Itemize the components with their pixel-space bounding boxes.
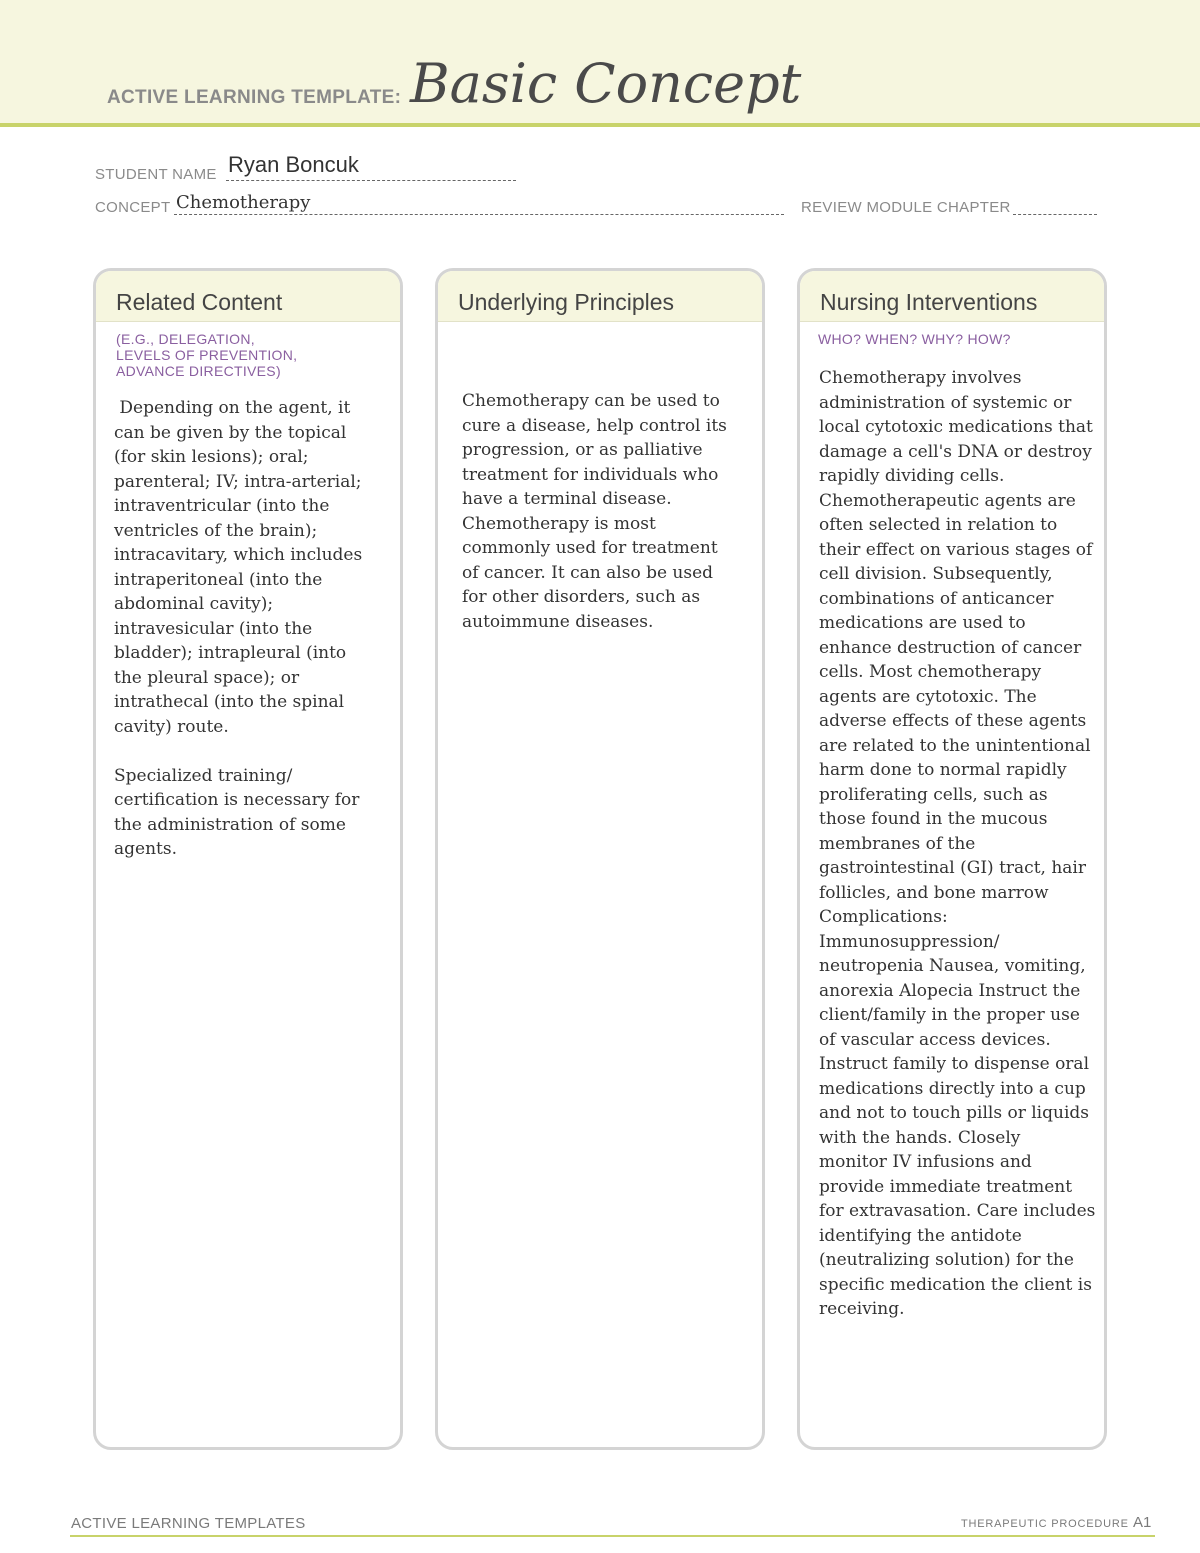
- page-title: Basic Concept: [410, 52, 802, 115]
- related-content-subtitle: (E.G., DELEGATION, LEVELS OF PREVENTION, ADVANCE DIRECTIVES): [116, 331, 298, 379]
- related-content-body[interactable]: Depending on the agent, it can be given by the topical (for skin lesions); oral; parenteral; IV; intra-arterial; intraventricular (into the ventricles of the brain); intracavitary, which includes intraperitoneal (into the abdominal cavity); intravesicular (into the bladder); intrapleural (into the pleural space); or intrathecal (into the spinal cavity) route. Specialized training/ certification is necessary for the administration of some agents.: [114, 398, 363, 859]
- review-module-label: REVIEW MODULE CHAPTER: [801, 199, 1011, 216]
- nursing-interventions-subtitle: WHO? WHEN? WHY? HOW?: [818, 331, 1011, 347]
- concept-label: CONCEPT: [95, 199, 171, 216]
- related-content-box: [93, 268, 403, 1450]
- underlying-principles-box: [435, 268, 765, 1450]
- footer-right-label: THERAPEUTIC PROCEDURE: [961, 1518, 1129, 1530]
- student-name-line: [226, 180, 516, 181]
- nursing-interventions-title: Nursing Interventions: [820, 289, 1038, 315]
- student-name-label: STUDENT NAME: [95, 166, 217, 183]
- underlying-principles-body[interactable]: Chemotherapy can be used to cure a disease, help control its progression, or as palliative treatment for individuals who have a terminal disease. Chemotherapy is most commonly used for treatment of cancer. It can also be used for other disorders, such as autoimmune diseases.: [462, 391, 727, 632]
- underlying-principles-title: Underlying Principles: [458, 289, 675, 315]
- concept-value[interactable]: Chemotherapy: [176, 192, 311, 213]
- template-label: ACTIVE LEARNING TEMPLATE:: [107, 87, 402, 108]
- review-module-line[interactable]: [1013, 214, 1097, 215]
- footer-left-label: ACTIVE LEARNING TEMPLATES: [71, 1515, 306, 1532]
- related-content-title: Related Content: [116, 289, 283, 315]
- footer-rule: [70, 1535, 1155, 1537]
- student-name-value[interactable]: Ryan Boncuk: [228, 152, 359, 177]
- nursing-interventions-box: [797, 268, 1107, 1450]
- concept-line: [174, 214, 784, 215]
- footer-page-number: A1: [1133, 1514, 1152, 1531]
- header-rule: [0, 123, 1200, 127]
- nursing-interventions-body[interactable]: Chemotherapy involves administration of systemic or local cytotoxic medications that damage a cell's DNA or destroy rapidly dividing cells. Chemotherapeutic agents are often selected in relation to their effect on various stages of cell division. Subsequently, combinations of anticancer medications are used to enhance destruction of cancer cells. Most chemotherapy agents are cytotoxic. The adverse effects of these agents are related to the unintentional harm done to normal rapidly proliferating cells, such as those found in the mucous membranes of the gastrointestinal (GI) tract, hair follicles, and bone marrow Complications: Immunosuppression/ neutropenia Nausea, vomiting, anorexia Alopecia Instruct the client/family in the proper use of vascular access devices. Instruct family to dispense oral medications directly into a cup and not to touch pills or liquids with the hands. Closely monitor IV infusions and provide immediate treatment for extravasation. Care includes identifying the antidote (neutralizing solution) for the specific medication the client is receiving.: [819, 368, 1096, 1319]
